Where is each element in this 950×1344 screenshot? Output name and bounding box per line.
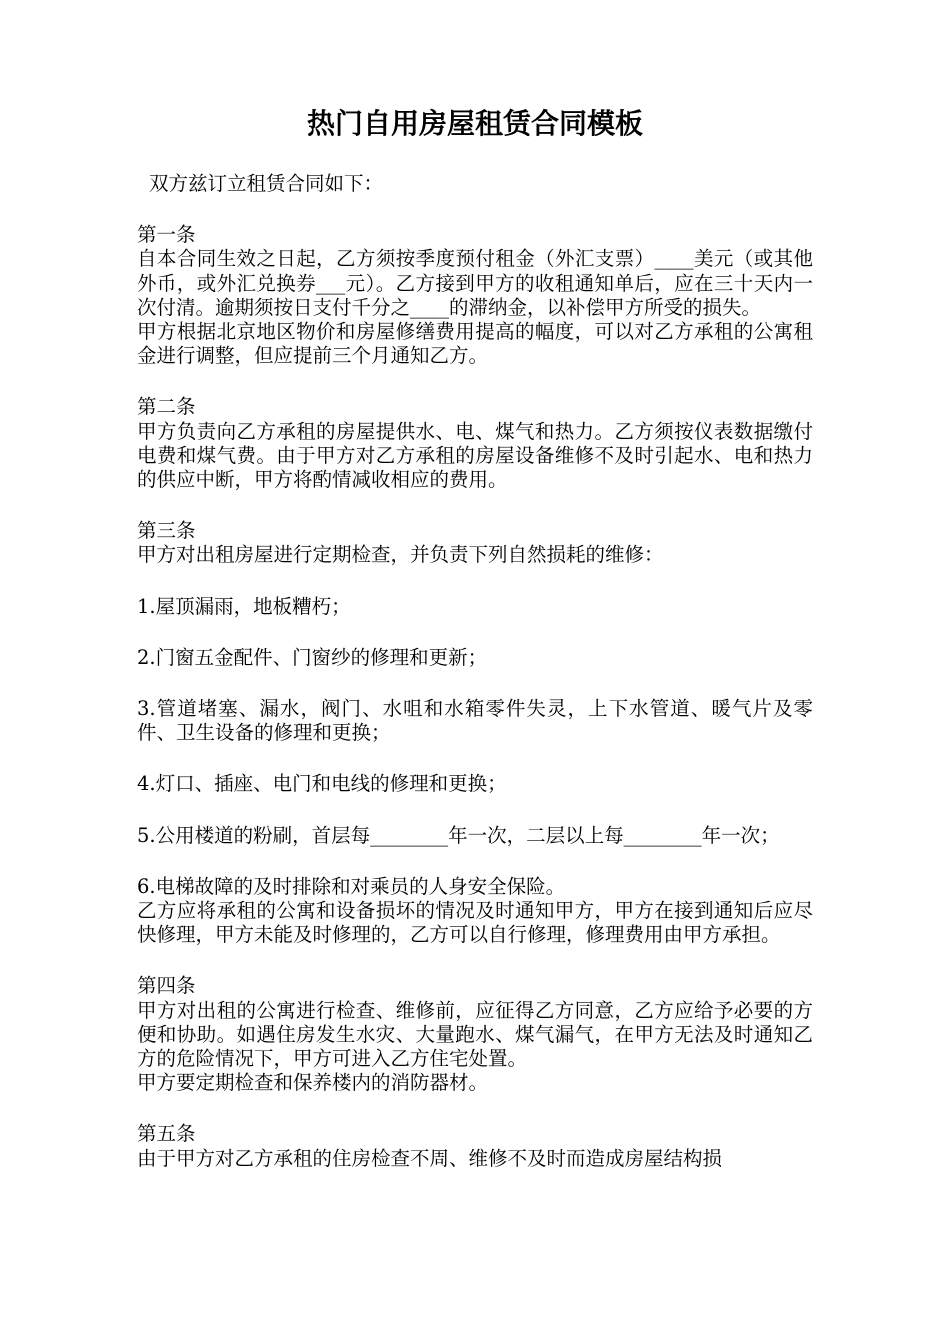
article-3-paragraph-2: 乙方应将承租的公寓和设备损坏的情况及时通知甲方，甲方在接到通知后应尽快修理，甲方未能及时修理的，乙方可以自行修理，修理费用由甲方承担。: [137, 899, 813, 947]
document-title: 热门自用房屋租赁合同模板: [306, 107, 643, 140]
spacer: [137, 619, 813, 646]
article-3-item-1: 1.屋顶漏雨，地板糟朽；: [137, 594, 351, 618]
article-1-paragraph-1: 自本合同生效之日起，乙方须按季度预付租金（外汇支票）____美元（或其他外币，或外汇兑换券___元）。乙方接到甲方的收租通知单后，应在三十天内一次付清。逾期须按日支付千分之____的滞纳金，以补偿甲方所受的损失。: [137, 247, 813, 319]
article-5-heading: 第五条: [137, 1122, 196, 1146]
article-1-paragraph-2: 甲方根据北京地区物价和房屋修缮费用提高的幅度，可以对乙方承租的公寓租金进行调整，但应提前三个月通知乙方。: [137, 320, 813, 368]
spacer: [137, 196, 813, 223]
intro-text: 双方兹订立租赁合同如下：: [149, 172, 384, 195]
spacer: [137, 745, 813, 772]
article-3-item-2: 2.门窗五金配件、门窗纱的修理和更新；: [137, 645, 488, 669]
article-3-item-4: 4.灯口、插座、电门和电线的修理和更换；: [137, 772, 507, 796]
spacer: [137, 947, 813, 974]
spacer: [137, 848, 813, 875]
document-body: [137, 172, 813, 1171]
article-3-item-3: 3.管道堵塞、漏水，阀门、水咀和水箱零件失灵，上下水管道、暖气片及零件、卫生设备的修理和更换；: [137, 697, 813, 745]
article-2-paragraph-1: 甲方负责向乙方承租的房屋提供水、电、煤气和热力。乙方须按仪表数据缴付电费和煤气费。由于甲方对乙方承租的房屋设备维修不及时引起水、电和热力的供应中断，甲方将酌情减收相应的费用。: [137, 419, 813, 492]
article-4-paragraph-2: 甲方要定期检查和保养楼内的消防器材。: [137, 1071, 489, 1095]
article-3-paragraph-1: 甲方对出租房屋进行定期检查，并负责下列自然损耗的维修：: [137, 543, 664, 567]
article-3-item-5: 5.公用楼道的粉刷，首层每________年一次，二层以上每________年一次；: [137, 823, 780, 847]
spacer: [137, 368, 813, 395]
spacer: [137, 568, 813, 595]
spacer: [137, 670, 813, 697]
spacer: [137, 797, 813, 824]
article-3-heading: 第三条: [137, 519, 196, 543]
article-2-heading: 第二条: [137, 395, 196, 419]
spacer: [137, 1095, 813, 1122]
article-5-paragraph-1: 由于甲方对乙方承租的住房检查不周、维修不及时而造成房屋结构损: [137, 1146, 723, 1170]
article-4-heading: 第四条: [137, 974, 196, 998]
article-1-heading: 第一条: [137, 223, 196, 247]
article-3-item-6: 6.电梯故障的及时排除和对乘员的人身安全保险。: [137, 874, 566, 898]
spacer: [137, 492, 813, 519]
article-4-paragraph-1: 甲方对出租的公寓进行检查、维修前，应征得乙方同意，乙方应给予必要的方便和协助。如遇住房发生水灾、大量跑水、煤气漏气，在甲方无法及时通知乙方的危险情况下，甲方可进入乙方住宅处置。: [137, 998, 813, 1071]
